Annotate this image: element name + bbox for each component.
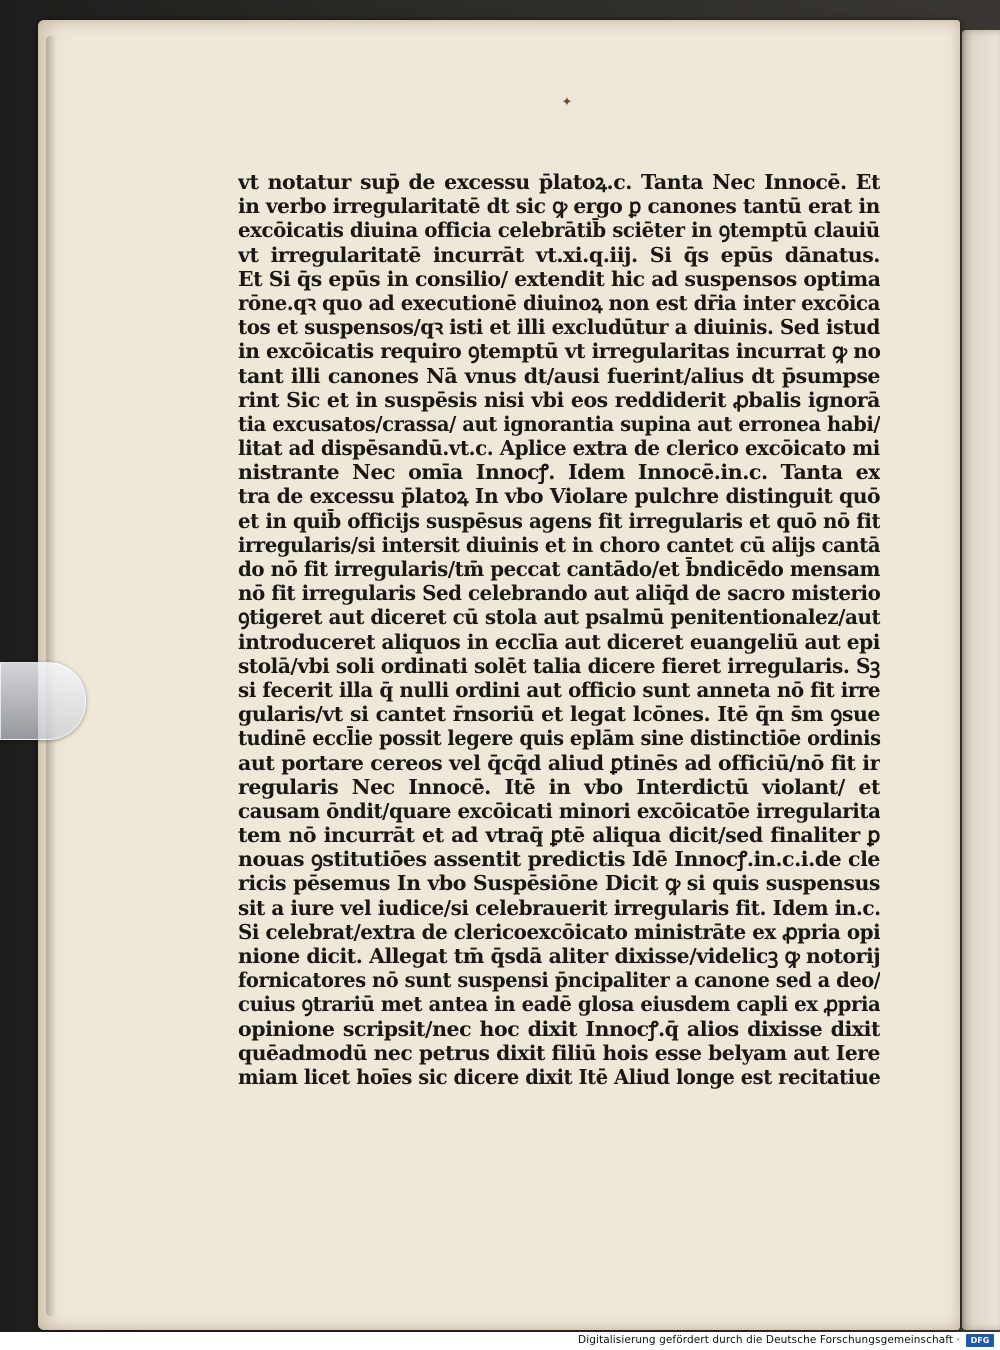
footer-bar — [0, 1332, 1000, 1350]
footer-credit: Digitalisierung gefördert durch die Deutsche Forschungsgemeinschaft · — [578, 1334, 960, 1346]
text-line: regularis Nec Innocē. Itē in vbo Interdictū violant/ et — [238, 774, 880, 799]
text-line: Si celebrat/extra de clericoexcōicato ministrāte ex ꝓpria opi — [238, 919, 881, 944]
text-line: ricis pēsemus In vbo Suspēsiōne Dicit ꝙ si quis suspensus — [238, 871, 880, 896]
text-line: ꝯtigeret aut diceret cū stola aut psalmū penitentionalez/aut — [238, 605, 881, 630]
text-line: quēadmodū nec petrus dixit filiū hois esse belyam aut Iere — [238, 1040, 880, 1065]
text-line: tos et suspensos/qꝛ isti et illi excludūtur a diuinis. Sed istud — [238, 315, 880, 340]
text-line: nō fit irregularis Sed celebrando aut aliq̄d de sacro misterio — [238, 581, 881, 606]
text-line: aut portare cereos vel q̄cq̄d aliud ꝑtinēs ad officiū/nō fit ir — [238, 750, 880, 775]
text-line: vt irregularitatē incurrāt vt.xi.q.iij. Si q̄s epūs dānatus. — [238, 242, 880, 267]
text-line: opinione scripsit/nec hoc dixit Innocꝭ.q̄ alios dixisse dixit — [238, 1016, 880, 1041]
text-line: sit a iure vel iudice/si celebrauerit irregularis fit. Idem in.c. — [238, 895, 881, 920]
text-line: nione dicit. Allegat tm̄ q̄sdā aliter dixisse/videlicꝫ ꝙ notorij — [238, 944, 880, 968]
text-line: causam ōndit/quare excōicati minori excōicatōe irregularita — [238, 798, 881, 823]
text-line: cuius ꝯtrariū met antea in eadē glosa eiusdem capli ex ꝓpria — [238, 992, 880, 1017]
text-line: gularis/vt si cantet r̄nsoriū et legat lcōnes. Itē q̄n s̄m ꝯsue — [238, 702, 880, 727]
text-line: irregularis/si intersit diuinis et in choro cantet cū alijs cantā — [238, 532, 881, 557]
ornament-icon: ✦ — [561, 95, 573, 110]
text-line: miam licet hoīes sic dicere dixit Itē Aliud longe est recitatiue — [238, 1064, 881, 1089]
text-line: stolā/vbi soli ordinati solēt talia dicere fieret irregularis. Sꝫ — [238, 653, 880, 678]
printed-text-block — [238, 170, 880, 1089]
text-line: tudinē eccl̄ie possit legere quis eplām sine distinctiōe ordinis — [238, 726, 881, 751]
text-line: vt notatur sup̄ de excessu p̄latoꝝ.c. Tanta Nec Innocē. Et — [238, 170, 880, 194]
text-line: litat ad dispēsandū.vt.c. Aplice extra de clerico excōicato mi — [238, 436, 880, 461]
text-line: fornicatores nō sunt suspensi p̄ncipaliter a canone sed a deo/ — [238, 968, 881, 993]
text-line: et in quib̄ officijs suspēsus agens fit irregularis et quō nō fit — [238, 508, 881, 533]
text-line: nouas ꝯstitutiōes assentit predictis Idē Innocꝭ.in.c.i.de cle — [238, 847, 880, 872]
text-line: tia excusatos/crassa/ aut ignorantia supina aut erronea habi/ — [238, 411, 881, 436]
facing-page-edge — [962, 30, 1000, 1330]
text-line: nistrante Nec omīa Innocꝭ. Idem Innocē.in.c. Tanta ex — [238, 460, 880, 485]
text-line: si fecerit illa q̄ nulli ordini aut officio sunt anneta nō fit irre — [238, 677, 881, 702]
text-line: do nō fit irregularis/tm̄ peccat cantādo/et b̄ndicēdo mensam — [238, 557, 881, 581]
text-line: tant illi canones Nā vnus dt/ausi fuerint/alius dt p̄sumpse — [238, 363, 880, 388]
text-line: in excōicatis requiro ꝯtemptū vt irregularitas incurrat ꝙ no — [238, 339, 881, 364]
text-line: Et Si q̄s epūs in consilio/ extendit hic ad suspensos optima — [238, 266, 881, 291]
dfg-logo[interactable]: DFG — [966, 1334, 994, 1347]
text-line: excōicatis diuina officia celebrātib̄ sciēter in ꝯtemptū clauiū — [238, 218, 880, 243]
text-line: tra de excessu p̄latoꝝ In vbo Violare pulchre distinguit quō — [238, 484, 881, 509]
text-line: introduceret aliquos in ecclīa aut diceret euangeliū aut epi — [238, 629, 880, 654]
text-line: rōne.qꝛ quo ad executionē diuinoꝝ non est dr̄ia inter excōica — [238, 290, 881, 315]
text-line: tem nō incurrāt et ad vtraq̄ ꝑtē aliqua dicit/sed finaliter ꝑ — [238, 823, 880, 848]
text-line: rint Sic et in suspēsis nisi vbi eos reddiderit ꝓbalis ignorā — [238, 387, 880, 412]
page-clip — [0, 662, 86, 740]
text-line: in verbo irregularitatē dt sic ꝙ ergo ꝑ canones tantū erat in — [238, 194, 880, 219]
